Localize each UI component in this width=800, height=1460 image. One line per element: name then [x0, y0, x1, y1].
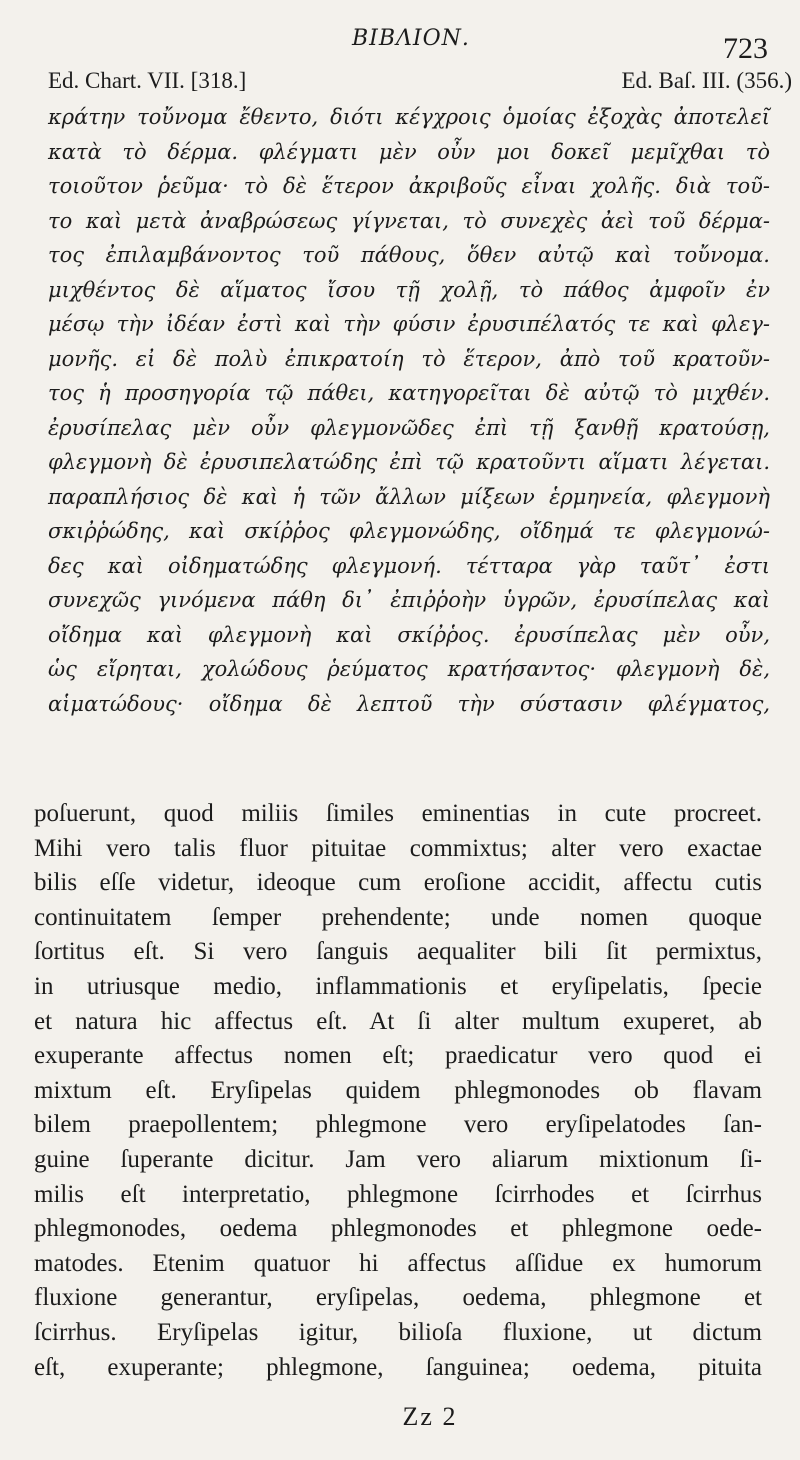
page-number: 723 [723, 32, 768, 65]
greek-line: σκιῤῥώδης, καὶ σκίῤῥος φλεγμονώδης, οἴδημά τε φλεγμονώ- [48, 519, 770, 543]
greek-line: τοιοῦτον ῥεῦμα· τὸ δὲ ἕτερον ἀκριβοῦς εἶναι χολῆς. διὰ τοῦ- [48, 174, 770, 198]
greek-line: φλεγμονὴ δὲ ἐρυσιπελατώδης ἐπὶ τῷ κρατοῦντι αἵματι λέγεται. [48, 450, 770, 474]
latin-line: poſuerunt, quod miliis ſimiles eminentias in cute procreet. [34, 800, 762, 827]
greek-line: τος ἐπιλαμβάνοντος τοῦ πάθους, ὅθεν αὐτῷ καὶ τοὔνομα. [48, 243, 770, 267]
latin-line: Mihi vero talis fluor pituitae commixtus; alter vero exactae [34, 834, 762, 862]
edition-references [48, 68, 792, 102]
greek-line: το καὶ μετὰ ἀναβρώσεως γίγνεται, τὸ συνεχὲς ἀεὶ τοῦ δέρμα- [48, 208, 770, 233]
greek-line: τος ἡ προσηγορία τῷ πάθει, κατηγορεῖται δὲ αὐτῷ τὸ μιχθέν. [48, 381, 770, 405]
latin-line: et natura hic affectus eſt. At ſi alter multum exuperet, ab [34, 1007, 762, 1035]
latin-line: guine ſuperante dicitur. Jam vero aliarum mixtionum ſi- [34, 1145, 762, 1173]
latin-line: bilis eſſe videtur, ideoque cum eroſione accidit, affectu cutis [34, 869, 762, 897]
greek-line: κατὰ τὸ δέρμα. φλέγματι μὲν οὖν μοι δοκεῖ μεμῖχθαι τὸ [48, 139, 770, 164]
greek-line: ὡς εἴρηται, χολώδους ῥεύματος κρατήσαντος· φλεγμονὴ δὲ, [48, 657, 770, 681]
edition-basel: Ed. Baſ. III. (356.) [621, 68, 792, 93]
greek-line: μέσῳ τὴν ἰδέαν ἐστὶ καὶ τὴν φύσιν ἐρυσιπέλατός τε καὶ φλεγ- [48, 312, 770, 336]
edition-chartier: Ed. Chart. VII. [318.] [48, 68, 247, 93]
greek-line: μιχθέντος δὲ αἵματος ἴσου τῇ χολῇ, τὸ πάθος ἀμφοῖν ἐν [48, 277, 770, 302]
latin-line: bilem praepollentem; phlegmone vero eryſipelatodes ſan- [34, 1111, 762, 1139]
printer-signature: Zz 2 [402, 1402, 458, 1431]
greek-line: οἴδημα καὶ φλεγμονὴ καὶ σκίῤῥος. ἐρυσίπελας μὲν οὖν, [48, 622, 770, 647]
latin-line: fluxione generantur, eryſipelas, oedema, phlegmone et [34, 1284, 762, 1312]
latin-line: milis eſt interpretatio, phlegmone ſcirrhodes et ſcirrhus [34, 1180, 762, 1208]
greek-line: ἐρυσίπελας μὲν οὖν φλεγμονῶδες ἐπὶ τῇ ξανθῇ κρατούσῃ, [48, 415, 770, 440]
running-head [0, 22, 800, 65]
latin-line: exuperante affectus nomen eſt; praedicatur vero quod ei [34, 1042, 762, 1070]
latin-line: continuitatem ſemper prehendente; unde nomen quoque [34, 903, 762, 931]
latin-line: in utriusque medio, inflammationis et eryſipelatis, ſpecie [34, 972, 762, 1000]
latin-line: phlegmonodes, oedema phlegmonodes et phlegmone oede- [34, 1215, 762, 1243]
latin-line: ſcirrhus. Eryſipelas igitur, bilioſa fluxione, ut dictum [34, 1318, 762, 1346]
latin-line: eſt, exuperante; phlegmone, ſanguinea; oedema, pituita [34, 1353, 762, 1381]
greek-text-block [48, 100, 770, 721]
greek-line: δες καὶ οἰδηματώδης φλεγμονή. τέτταρα γὰρ ταῦτ᾽ ἐστι [48, 553, 770, 578]
running-title: BIBΛΙΟΝ. [352, 26, 470, 51]
latin-line: ſortitus eſt. Si vero ſanguis aequaliter bili ſit permixtus, [34, 938, 762, 966]
latin-line: mixtum eſt. Eryſipelas quidem phlegmonodes ob flavam [34, 1076, 762, 1104]
latin-text-block [34, 797, 762, 1385]
greek-line: μονῆς. εἰ δὲ πολὺ ἐπικρατοίη τὸ ἕτερον, ἀπὸ τοῦ κρατοῦν- [48, 346, 770, 371]
greek-line: συνεχῶς γινόμενα πάθη δι᾽ ἐπιῤῥοὴν ὑγρῶν, ἐρυσίπελας καὶ [48, 588, 770, 612]
greek-line: αἱματώδους· οἴδημα δὲ λεπτοῦ τὴν σύστασιν φλέγματος, [48, 691, 770, 716]
greek-line: παραπλήσιος δὲ καὶ ἡ τῶν ἄλλων μίξεων ἑρμηνεία, φλεγμονὴ [48, 484, 770, 509]
greek-line: κράτην τοὔνομα ἔθεντο, διότι κέγχροις ὁμοίας ἐξοχὰς ἀποτελεῖ [48, 105, 770, 129]
latin-line: matodes. Etenim quatuor hi affectus aſſidue ex humorum [34, 1249, 762, 1277]
